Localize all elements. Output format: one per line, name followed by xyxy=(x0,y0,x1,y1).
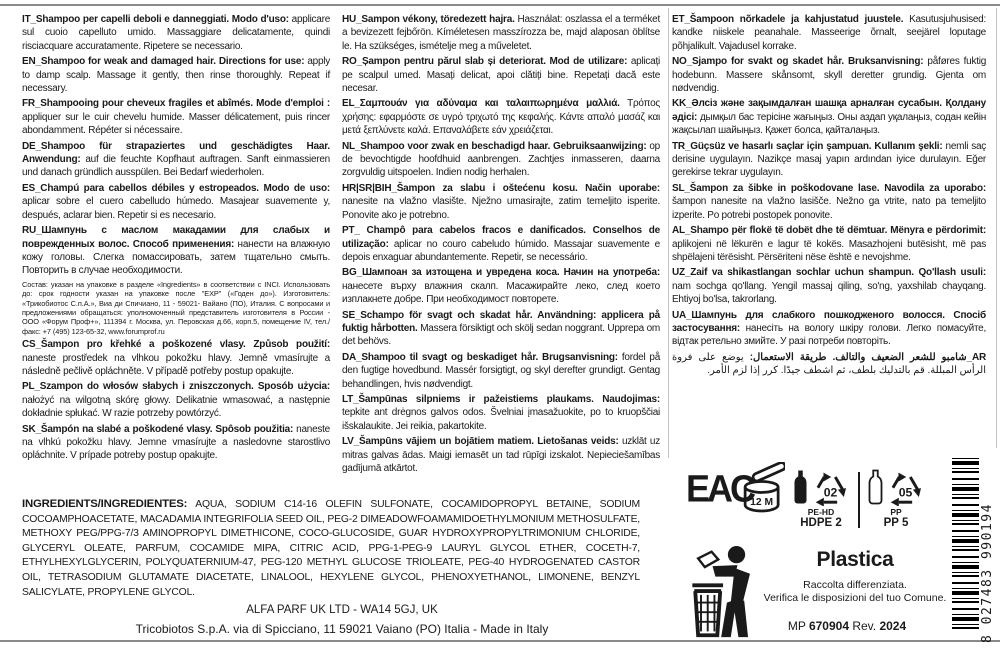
lang-block-nl: NL_Shampoo voor zwak en beschadigd haar. Gebruiksaanwijzing: op de bevochtigde hoofdhuid aanbrengen. Zachtjes inmasseren, daarna zorgvuldig uitspoelen. Indien nodig herhalen. xyxy=(342,140,660,179)
lang-block-pl: PL_Szampon do włosów słabych i zniszczonych. Sposób użycia: nałożyć na wilgotną skórę głowy. Delikatnie wmasować, a następnie dokładnie spłukać. W razie potrzeby powtórzyć. xyxy=(22,381,330,420)
lang-block-fr: FR_Shampooing pour cheveux fragiles et abîmés. Mode d'emploi : appliquer sur le cuir chevelu humide. Masser délicatement, puis rincer abondamment. Répéter si nécessaire. xyxy=(22,98,330,137)
lang-block-tr: TR_Güçsüz ve hasarlı saçlar için şampuan. Kullanım şekli: nemli saç derisine uygulayın. Nazikçe masaj yapın ardından iyice durulayın. Eğer gerekirse tekrar uygulayın. xyxy=(672,140,987,179)
lang-block-en: EN_Shampoo for weak and damaged hair. Directions for use: apply to damp scalp. Massage it gently, then rinse thoroughly. Repeat if necessary. xyxy=(22,56,331,95)
manufacturer-line: Tricobiotos S.p.A. via di Spicciano, 11 59021 Vaiano (PO) Italia - Made in Italy xyxy=(135,622,549,636)
barcode-number: 8 027483 990194 xyxy=(980,503,995,643)
white-bottle-icon xyxy=(868,468,883,506)
lang-block-ua: UA_Шампунь для слабкого пошкодженого волосся. Спосіб застосування: нанесіть на вологу шкіру голови. Легко помасуйте, відтак ретельно змийте. У разі потреби повторіть. xyxy=(672,309,986,348)
lang-block-uz: UZ_Zaif va shikastlangan sochlar uchun shampun. Qo'llash usuli: nam sochga qo'llang. Yengil massaj qiling, so'ng, yaxshilab chayqang. Ehtiyoj bo'lsa, takrorlang. xyxy=(672,267,986,306)
resin2-material-abbr: PP xyxy=(890,507,902,517)
svg-text:12 M: 12 M xyxy=(750,496,774,508)
label-edge-line-right xyxy=(996,8,997,448)
bottom-rule xyxy=(0,640,1000,642)
resin2-material-name: PP 5 xyxy=(883,517,909,529)
barcode-bars xyxy=(952,455,979,629)
resin1-material-abbr: PE-HD xyxy=(807,507,835,517)
lang-block-hr-sr-bih: HR|SR|BIH_Šampon za slabu i oštećenu kosu. Način uporabe: nanesite na vlažno vlasište. Nježno umasirajte, zatim temeljito isperite. Ponovite ako je potrebno. xyxy=(342,182,660,221)
lang-block-hu: HU_Sampon vékony, töredezett hajra. Használat: oszlassa el a terméket a bevizezett fejbőrön. Kíméletesen masszírozza be, majd alaposan öblítse le. Ha szükséges, ismételje meg a műveletet. xyxy=(342,14,660,52)
lang-block-it: IT_Shampoo per capelli deboli e danneggiati. Modo d'uso: applicare sul cuoio capelluto umido. Massaggiare delicatamente, quindi risciacquare accuratamente. Ripetere se necessario. xyxy=(22,14,331,52)
label-edge-line-left xyxy=(668,8,669,458)
lang-block-da: DA_Shampoo til svagt og beskadiget hår. Brugsanvisning: fordel på den fugtige hovedbund. Massér forsigtigt, og skyl derefter grundigt. Gentag behandlingen, hvis nødvendigt. xyxy=(342,351,660,390)
top-rule xyxy=(0,4,1000,6)
lang-block-lt: LT_Šampūnas silpniems ir pažeistiems plaukams. Naudojimas: tepkite ant drėgnos galvos odos. Švelniai įmasažuokite, po to kruopščiai išskalaukite. Jei reikia, pakartokite. xyxy=(342,393,660,432)
lang-block-sl: SL_Šampon za šibke in poškodovane lase. Navodila za uporabo: šampon nanesite na vlažno lasišče. Nežno ga vtrite, nato pa temeljito izperite. Po potrebi postopek ponovite. xyxy=(672,182,986,221)
lang-column-2 xyxy=(342,13,660,477)
lang-block-et: ET_Šampoon nõrkadele ja kahjustatud juustele. Kasutusjuhusised: kandke niiskele peanahale. Masseerige õrnalt, seejärel loputage põhjalikult. Vajadusel korrake. xyxy=(672,14,986,52)
barcode xyxy=(952,453,996,643)
dark-bottle-icon xyxy=(793,468,808,506)
disposal-material-title: Plastica xyxy=(816,548,894,571)
lang-block-ru-legal: Состав: указан на упаковке в разделе «Ingredients» в соответствии с INCI. Использовать до: срок годности указан на упаковке после "EXP" («Годен до»). Изготовитель: «Трикобиотос С.п.А.», Виа ди Спичиано, 11 - 59021- Вайано (ПО), Италия. С вопросами и предложениями обращаться: уполномоченный представитель изготовителя в России - ООО «Форум Проф+», 111394 г. Москва, ул. Перовская д.66, корп.5, помещение IV, тел./факс: +7 (495) 123-65-32, www.forumprof.ru xyxy=(22,279,330,336)
tidyman-icon xyxy=(686,545,764,641)
lang-block-se: SE_Schampo för svagt och skadat hår. Användning: applicera på fuktig hårbotten. Massera försiktigt och skölj sedan noggrant. Upprepa om det behövs. xyxy=(342,309,660,348)
lang-block-el: EL_Σαμπουάν για αδύναμα και ταλαιπωρημένα μαλλιά. Τρόπος χρήσης: εφαρμόστε σε υγρό τριχωτό της κεφαλής. Κάντε απαλό μασάζ και μετά ξεπλύνετε καλά. Επαναλάβετε εάν χρειάζεται. xyxy=(342,98,660,137)
disposal-info xyxy=(760,548,950,605)
pao-jar-icon xyxy=(741,462,785,516)
resin1-material-name: HDPE 2 xyxy=(800,517,842,529)
lang-block-ro: RO_Șampon pentru părul slab și deteriorat. Mod de utilizare: aplicați pe scalpul umed. Masați delicat, apoi clătiți bine. Repetați dacă este necesar. xyxy=(342,56,660,95)
resin-code-hdpe xyxy=(793,468,849,529)
lang-block-ru: RU_Шампунь с маслом макадамии для слабых и поврежденных волос. Способ применения: нанести на влажную кожу головы. Слегка помассировать, затем тщательно смыть. Повторить в случае необходимости. xyxy=(22,225,330,277)
lang-block-lv: LV_Šampūns vājiem un bojātiem matiem. Lietošanas veids: uzklāt uz mitras galvas ādas. Maigi iemasēt un tad rūpīgi izskalot. Nepieciešamības gadījumā atkārtot. xyxy=(342,436,660,474)
lang-block-es: ES_Champú para cabellos débiles y estropeados. Modo de uso: aplicar sobre el cuero cabelludo húmedo. Masajear suavemente y, después, aclarar bien. Repetir si es necesario. xyxy=(22,182,330,221)
lang-block-no: NO_Sjampo for svakt og skadet hår. Bruksanvisning: påføres fuktig hodebunn. Massere skånsomt, skyll deretter grundig. Gjenta om nødvendig. xyxy=(672,56,987,95)
lang-block-pt: PT_ Champô para cabelos fracos e danificados. Conselhos de utilização: aplicar no couro cabeludo húmido. Massajar suavemente e depois enxaguar abundantemente. Repetir, se necessário. xyxy=(342,225,660,263)
svg-text:02: 02 xyxy=(823,485,838,500)
lang-column-3 xyxy=(672,13,986,380)
ingredients-text: INGREDIENTS/INGREDIENTES: AQUA, SODIUM C14-16 OLEFIN SULFONATE, COCAMIDOPROPYL BETAINE, SODIUM COCOAMPHOACETATE, MACADAMIA INTEGRIFOLIA SEED OIL, PEG-2 DIMEADOWFOAMAMIDOETHYLMONIUM METHOSULFATE, METHOXY PEG/PPG-7/3 AMINOPROPYL DIMETHICONE, COCO-GLUCOSIDE, GUAR HYDROXYPROPYLTRIMONIUM CHLORIDE, GLYCERYL OLEATE, PARFUM, COCAMIDE MIPA, CITRIC ACID, PPG-1-PEG-9 LAURYL GLYCOL ETHER, COCETH-7, ETHYLHEXYLGLYCERIN, POLYQUATERNIUM-47, PEG-120 METHYL GLUCOSE TRIOLEATE, PEG-40 HYDROGENATED CASTOR OIL, TETRASODIUM GLUTAMATE DIACETATE, LINALOOL, HEXYLENE GLYCOL, PHENOXYETHANOL, LIMONENE, BENZYL SALICYLATE, PROPYLENE GLYCOL. xyxy=(22,498,640,598)
lang-block-cs: CS_Šampon pro křehké a poškozené vlasy. Způsob použití: naneste prostředek na vlhkou pokožku hlavy. Jemně vmasírujte a následně pečlivě opláchněte. V případě potřeby postup opakujte. xyxy=(22,339,330,377)
resin-code-pp xyxy=(868,468,924,529)
lang-block-de: DE_Shampoo für strapaziertes und geschädigtes Haar. Anwendung: auf die feuchte Kopfhaut auftragen. Sanft einmassieren und danach gründlich ausspülen. Bei Bedarf wiederholen. xyxy=(22,140,330,179)
recycle-triangle-05-icon xyxy=(887,471,924,506)
lang-column-1 xyxy=(22,13,330,465)
disposal-line-1: Raccolta differenziata. xyxy=(803,579,907,591)
svg-text:05: 05 xyxy=(898,485,913,500)
lang-block-al: AL_Shampo për flokë të dobët dhe të dëmtuar. Mënyra e përdorimit: aplikojeni në lëkurën e lagur të kokës. Masazhojeni butësisht, më pas shpëlajeni tërësisht. Përsëriteni nëse është e nevojshme. xyxy=(672,225,986,263)
lang-block-sk: SK_Šampón na slabé a poškodené vlasy. Spôsob použitia: naneste na vlhkú pokožku hlavy. Jemne vmasírujte a nasledovne starostlivo opláchnite. V prípade potreby postup opakujte. xyxy=(22,423,330,462)
symbols-divider xyxy=(858,472,860,528)
disposal-line-2: Verifica le disposizioni del tuo Comune. xyxy=(763,592,947,604)
lang-block-bg: BG_Шампоан за изтощена и увредена коса. Начин на употреба: нанесете върху влажния скалп. Масажирайте леко, след което изплакнете добре. При необходимост повторете. xyxy=(342,267,660,306)
lang-block-kk: KK_Әлсіз және зақымдалған шашқа арналған сусабын. Қолдану әдісі: дымқыл бас терісіне жағыңыз. Оны аздап уқалаңыз, содан кейін жақсылап шайыңыз. Қажет болса, қайталаңыз. xyxy=(672,98,986,137)
eac-mark: EAC xyxy=(686,466,754,510)
mp-revision-code: MP 670904 Rev. 2024 xyxy=(787,619,907,633)
recycle-triangle-02-icon xyxy=(812,471,849,506)
lang-block-ar: AR_شامبو للشعر الضعيف والتالف. طريقة الاستعمال: يوضع على فروة الرأس المبللة. قم بالتدليك بلطف، ثم اشطف جيدًا. كرر إذا لزم الأمر. xyxy=(672,351,987,377)
distributor-line: ALFA PARF UK LTD - WA14 5GJ, UK xyxy=(246,604,438,616)
